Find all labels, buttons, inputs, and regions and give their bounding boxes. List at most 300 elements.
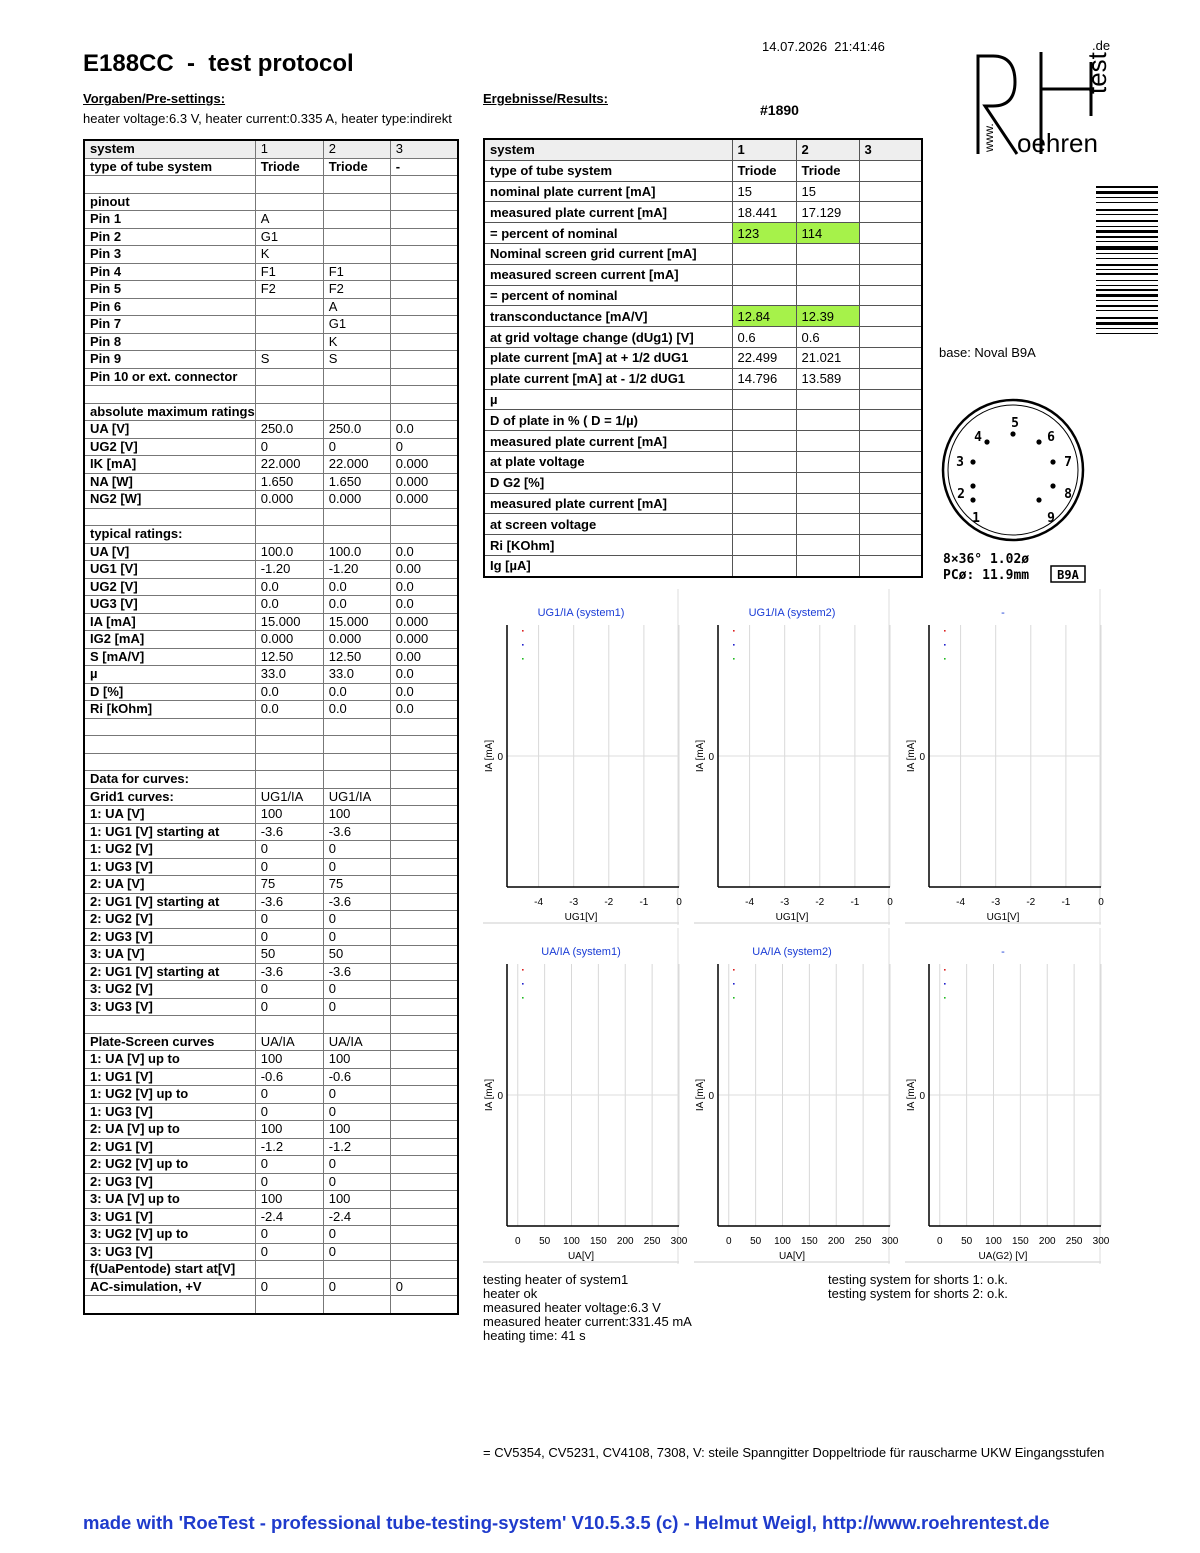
presettings-value-cell: 0	[323, 911, 390, 929]
socket-pin-hole	[984, 439, 989, 444]
results-row	[484, 493, 922, 514]
heater-test-report	[483, 1273, 692, 1343]
presettings-label-cell: 1: UG3 [V]	[84, 1103, 255, 1121]
barcode-bar	[1096, 197, 1158, 198]
presettings-row	[84, 543, 458, 561]
results-value-cell	[796, 389, 859, 410]
barcode-bar	[1096, 317, 1158, 319]
presettings-row	[84, 298, 458, 316]
chart-title: UG1/IA (system1)	[537, 607, 625, 619]
results-label-cell: Ri [KOhm]	[484, 535, 732, 556]
results-value-cell	[859, 285, 922, 306]
presettings-value-cell: 15.000	[323, 613, 390, 631]
presettings-value-cell: F1	[255, 263, 323, 281]
chart-tick-label: 200	[1038, 1236, 1056, 1247]
results-value-cell	[796, 243, 859, 264]
results-value-cell	[732, 555, 796, 576]
logo-test: test	[1082, 52, 1112, 94]
presettings-row	[84, 701, 458, 719]
presettings-row	[84, 1086, 458, 1104]
chart-tick-label: 0	[497, 752, 503, 763]
presettings-value-cell	[255, 718, 323, 736]
results-value-cell	[796, 431, 859, 452]
results-label-cell: Nominal screen grid current [mA]	[484, 243, 732, 264]
chart-legend-marker	[733, 997, 735, 999]
presettings-row	[84, 1016, 458, 1034]
presettings-row	[84, 1103, 458, 1121]
chart-y-label: IA [mA]	[484, 1078, 495, 1112]
barcode-bar	[1096, 230, 1158, 233]
results-label-cell: = percent of nominal	[484, 223, 732, 244]
results-value-cell: Triode	[796, 160, 859, 181]
presettings-value-cell	[390, 893, 458, 911]
socket-pin-hole	[1050, 459, 1055, 464]
presettings-label-cell: IG2 [mA]	[84, 631, 255, 649]
presettings-row	[84, 1278, 458, 1296]
socket-pin-number: 3	[956, 455, 964, 470]
presettings-value-cell	[390, 508, 458, 526]
chart-y-label: IA [mA]	[695, 1078, 706, 1112]
presettings-label-cell: 2: UG1 [V] starting at	[84, 893, 255, 911]
presettings-row	[84, 1208, 458, 1226]
chart-legend-marker	[522, 658, 524, 660]
results-value-cell	[859, 264, 922, 285]
chart-tick-label: -2	[815, 897, 825, 908]
chart-legend-marker	[733, 658, 735, 660]
chart-legend-marker	[944, 983, 946, 985]
presettings-row	[84, 140, 458, 158]
chart-tick-label: 50	[961, 1236, 973, 1247]
results-value-cell: 1	[732, 139, 796, 160]
report-line: heater ok	[483, 1286, 538, 1301]
chart-tick-label: 250	[643, 1236, 661, 1247]
presettings-label-cell: system	[84, 140, 255, 158]
presettings-row	[84, 1261, 458, 1279]
presettings-value-cell: 0	[323, 1086, 390, 1104]
results-label-cell: µ	[484, 389, 732, 410]
presettings-label-cell: 1: UG1 [V]	[84, 1068, 255, 1086]
socket-pin-number: 2	[957, 487, 965, 502]
presettings-value-cell: 0	[255, 911, 323, 929]
presettings-value-cell: 0	[255, 1173, 323, 1191]
results-table	[483, 138, 923, 578]
chart-tick-label: 0	[936, 1236, 943, 1247]
presettings-row	[84, 858, 458, 876]
presettings-value-cell: 0.0	[323, 596, 390, 614]
presettings-value-cell: K	[323, 333, 390, 351]
chart-tick-label: 200	[616, 1236, 634, 1247]
logo-de: .de	[1092, 38, 1111, 53]
results-row	[484, 514, 922, 535]
curve-chart	[483, 589, 682, 925]
curve-chart	[483, 928, 688, 1264]
results-row	[484, 264, 922, 285]
barcode-bar	[1096, 253, 1158, 254]
presettings-row	[84, 1156, 458, 1174]
presettings-value-cell: G1	[323, 316, 390, 334]
results-value-cell: 22.499	[732, 347, 796, 368]
presettings-value-cell	[323, 211, 390, 229]
results-value-cell: 3	[859, 139, 922, 160]
socket-spec: PCø: 11.9mm	[943, 568, 1030, 583]
presettings-value-cell: 0	[323, 1226, 390, 1244]
results-value-cell	[859, 555, 922, 576]
presettings-value-cell	[255, 298, 323, 316]
results-value-cell	[732, 389, 796, 410]
barcode-bar	[1096, 258, 1158, 259]
presettings-value-cell: 0.0	[255, 596, 323, 614]
presettings-row	[84, 351, 458, 369]
chart-tick-label: 200	[827, 1236, 845, 1247]
results-value-cell	[859, 431, 922, 452]
chart-title: -	[1001, 946, 1005, 958]
barcode-bar	[1096, 264, 1158, 266]
presettings-value-cell	[390, 403, 458, 421]
chart-tick-label: 0	[1098, 897, 1104, 908]
presettings-value-cell: 0.000	[390, 613, 458, 631]
presettings-value-cell: 0	[323, 1156, 390, 1174]
chart-x-label: UG1[V]	[564, 912, 598, 923]
presettings-value-cell: UG1/IA	[255, 788, 323, 806]
results-label-cell: D G2 [%]	[484, 472, 732, 493]
results-label-cell: at screen voltage	[484, 514, 732, 535]
presettings-value-cell	[390, 1033, 458, 1051]
presettings-row	[84, 316, 458, 334]
presettings-row	[84, 648, 458, 666]
results-row	[484, 347, 922, 368]
presettings-row	[84, 561, 458, 579]
presettings-label-cell: UG2 [V]	[84, 438, 255, 456]
socket-pin-number: 8	[1064, 487, 1072, 502]
presettings-label-cell: Pin 2	[84, 228, 255, 246]
chart-tick-label: -1	[1061, 897, 1071, 908]
presettings-row	[84, 981, 458, 999]
presettings-value-cell	[255, 316, 323, 334]
logo-roehren: oehren	[1017, 128, 1098, 158]
results-label-cell: D of plate in % ( D = 1/µ)	[484, 410, 732, 431]
presettings-value-cell	[390, 771, 458, 789]
presettings-value-cell: -3.6	[255, 893, 323, 911]
presettings-value-cell: 100	[255, 1051, 323, 1069]
presettings-row	[84, 193, 458, 211]
socket-pin-hole	[1036, 439, 1041, 444]
presettings-value-cell	[390, 176, 458, 194]
presettings-label-cell	[84, 736, 255, 754]
chart-tick-label: -1	[850, 897, 860, 908]
chart-tick-label: -1	[639, 897, 649, 908]
chart-tick-label: 300	[881, 1236, 899, 1247]
barcode-bar	[1096, 246, 1158, 250]
presettings-value-cell: 0	[255, 1156, 323, 1174]
socket-pin-number: 4	[974, 430, 982, 445]
presettings-value-cell: -3.6	[323, 893, 390, 911]
presettings-value-cell	[390, 876, 458, 894]
presettings-value-cell: UA/IA	[255, 1033, 323, 1051]
presettings-row	[84, 1068, 458, 1086]
presettings-value-cell	[390, 1121, 458, 1139]
barcode-bar	[1096, 285, 1158, 286]
report-line: testing heater of system1	[483, 1272, 629, 1287]
presettings-value-cell: 0.0	[255, 578, 323, 596]
presettings-value-cell	[323, 753, 390, 771]
results-row	[484, 472, 922, 493]
presettings-value-cell	[390, 316, 458, 334]
presettings-value-cell	[390, 998, 458, 1016]
presettings-row	[84, 876, 458, 894]
presettings-value-cell	[323, 193, 390, 211]
presettings-label-cell: 1: UG1 [V] starting at	[84, 823, 255, 841]
report-line: measured heater voltage:6.3 V	[483, 1300, 661, 1315]
presettings-row	[84, 578, 458, 596]
presettings-label-cell: 3: UA [V] up to	[84, 1191, 255, 1209]
presettings-row	[84, 998, 458, 1016]
presettings-value-cell: 15.000	[255, 613, 323, 631]
presettings-label-cell: D [%]	[84, 683, 255, 701]
results-label-cell: measured plate current [mA]	[484, 202, 732, 223]
presettings-value-cell: 2	[323, 140, 390, 158]
results-value-cell	[859, 347, 922, 368]
chart-tick-label: 300	[1092, 1236, 1110, 1247]
results-label-cell: measured plate current [mA]	[484, 493, 732, 514]
results-value-cell	[859, 160, 922, 181]
presettings-value-cell	[390, 788, 458, 806]
presettings-value-cell: 0.000	[390, 473, 458, 491]
results-value-cell	[859, 389, 922, 410]
presettings-value-cell	[390, 736, 458, 754]
presettings-value-cell: -3.6	[255, 963, 323, 981]
barcode-bar	[1096, 280, 1158, 281]
presettings-row	[84, 333, 458, 351]
chart-tick-label: 100	[563, 1236, 580, 1247]
presettings-label-cell: Data for curves:	[84, 771, 255, 789]
presettings-value-cell	[255, 386, 323, 404]
results-value-cell	[732, 514, 796, 535]
socket-pin-hole	[1010, 431, 1015, 436]
presettings-value-cell	[255, 1016, 323, 1034]
presettings-value-cell	[390, 1156, 458, 1174]
presettings-label-cell: IK [mA]	[84, 456, 255, 474]
chart-x-label: UA(G2) [V]	[978, 1251, 1028, 1262]
presettings-row	[84, 753, 458, 771]
presettings-value-cell: -1.2	[255, 1138, 323, 1156]
chart-y-label: IA [mA]	[695, 739, 706, 773]
results-value-cell	[859, 514, 922, 535]
chart-tick-label: -3	[780, 897, 790, 908]
chart-tick-label: 0	[919, 752, 925, 763]
chart-legend-marker	[522, 969, 524, 971]
presettings-value-cell: -3.6	[255, 823, 323, 841]
page-title: E188CC - test protocol	[83, 50, 354, 77]
presettings-value-cell	[390, 858, 458, 876]
presettings-label-cell: IA [mA]	[84, 613, 255, 631]
chart-tick-label: 50	[539, 1236, 551, 1247]
results-value-cell	[732, 264, 796, 285]
presettings-label-cell: UG3 [V]	[84, 596, 255, 614]
results-row	[484, 306, 922, 327]
results-value-cell: Triode	[732, 160, 796, 181]
results-row	[484, 389, 922, 410]
presettings-value-cell	[390, 753, 458, 771]
presettings-value-cell: 50	[323, 946, 390, 964]
presettings-value-cell: 22.000	[323, 456, 390, 474]
presettings-row	[84, 403, 458, 421]
presettings-value-cell: 100	[323, 806, 390, 824]
presettings-label-cell: Pin 6	[84, 298, 255, 316]
results-label-cell: plate current [mA] at + 1/2 dUG1	[484, 347, 732, 368]
results-row	[484, 223, 922, 244]
presettings-value-cell: 0.000	[255, 631, 323, 649]
presettings-value-cell: 0	[323, 1103, 390, 1121]
presettings-label-cell	[84, 508, 255, 526]
presettings-label-cell: 1: UA [V] up to	[84, 1051, 255, 1069]
presettings-value-cell: 100	[255, 1191, 323, 1209]
curve-chart	[905, 928, 1110, 1264]
presettings-value-cell: S	[255, 351, 323, 369]
presettings-label-cell: UG1 [V]	[84, 561, 255, 579]
results-row	[484, 202, 922, 223]
chart-y-label: IA [mA]	[906, 739, 917, 773]
presettings-row	[84, 806, 458, 824]
presettings-value-cell: 1	[255, 140, 323, 158]
presettings-row	[84, 421, 458, 439]
results-label-cell: system	[484, 139, 732, 160]
presettings-label-cell: f(UaPentode) start at[V]	[84, 1261, 255, 1279]
chart-legend-marker	[944, 630, 946, 632]
results-label-cell: at plate voltage	[484, 451, 732, 472]
results-value-cell	[732, 493, 796, 514]
barcode-bar	[1096, 300, 1158, 301]
chart-y-label: IA [mA]	[906, 1078, 917, 1112]
presettings-value-cell: 0.0	[323, 683, 390, 701]
barcode-bar	[1096, 191, 1158, 194]
presettings-value-cell: 0	[323, 998, 390, 1016]
chart-tick-label: -3	[991, 897, 1001, 908]
results-value-cell: 12.84	[732, 306, 796, 327]
presettings-value-cell	[323, 176, 390, 194]
presettings-row	[84, 613, 458, 631]
chart-x-label: UG1[V]	[986, 912, 1020, 923]
chart-legend-marker	[944, 997, 946, 999]
equivalent-types: = CV5354, CV5231, CV4108, 7308, V: steile Spanngitter Doppeltriode für rauscharme UKW Eingangsstufen	[483, 1445, 1105, 1460]
presettings-row	[84, 736, 458, 754]
report-line: heating time: 41 s	[483, 1328, 586, 1343]
presettings-value-cell: 0.00	[390, 561, 458, 579]
presettings-value-cell: -3.6	[323, 823, 390, 841]
presettings-value-cell: A	[255, 211, 323, 229]
presettings-row	[84, 893, 458, 911]
chart-tick-label: 250	[854, 1236, 872, 1247]
results-value-cell: 21.021	[796, 347, 859, 368]
presettings-value-cell: 0.0	[255, 683, 323, 701]
socket-pin-number: 6	[1047, 430, 1055, 445]
presettings-value-cell	[323, 368, 390, 386]
presettings-value-cell: 0	[323, 1173, 390, 1191]
results-value-cell	[732, 243, 796, 264]
presettings-label-cell: Pin 10 or ext. connector	[84, 368, 255, 386]
presettings-value-cell	[323, 1261, 390, 1279]
results-row	[484, 285, 922, 306]
presettings-row	[84, 281, 458, 299]
presettings-value-cell: -2.4	[255, 1208, 323, 1226]
presettings-value-cell	[390, 193, 458, 211]
results-value-cell	[796, 535, 859, 556]
presettings-value-cell	[390, 1086, 458, 1104]
results-value-cell: 15	[732, 181, 796, 202]
results-row	[484, 555, 922, 576]
chart-tick-label: 0	[887, 897, 893, 908]
presettings-row	[84, 1173, 458, 1191]
results-label-cell: = percent of nominal	[484, 285, 732, 306]
presettings-value-cell: 0	[390, 1278, 458, 1296]
presettings-value-cell: 0	[255, 1226, 323, 1244]
results-row	[484, 327, 922, 348]
presettings-value-cell	[390, 1016, 458, 1034]
presettings-value-cell	[390, 263, 458, 281]
presettings-value-cell	[323, 228, 390, 246]
presettings-label-cell	[84, 718, 255, 736]
barcode-bar	[1096, 241, 1158, 242]
presettings-label-cell: Pin 7	[84, 316, 255, 334]
presettings-value-cell	[390, 298, 458, 316]
presettings-value-cell: 0	[255, 998, 323, 1016]
presettings-value-cell	[390, 1243, 458, 1261]
results-row	[484, 243, 922, 264]
presettings-table	[83, 139, 459, 1315]
presettings-label-cell: absolute maximum ratings	[84, 403, 255, 421]
presettings-value-cell	[390, 368, 458, 386]
presettings-value-cell	[323, 718, 390, 736]
results-label-cell: Ig [µA]	[484, 555, 732, 576]
presettings-value-cell: -1.2	[323, 1138, 390, 1156]
results-value-cell	[732, 451, 796, 472]
serial-number: #1890	[760, 102, 799, 118]
barcode-bar	[1096, 305, 1158, 307]
results-value-cell: 114	[796, 223, 859, 244]
presettings-value-cell	[390, 963, 458, 981]
presettings-row	[84, 508, 458, 526]
results-value-cell	[732, 535, 796, 556]
presettings-value-cell: 0	[255, 858, 323, 876]
report-line: testing system for shorts 1: o.k.	[828, 1272, 1008, 1287]
presettings-label-cell: Pin 1	[84, 211, 255, 229]
socket-pin-hole	[970, 497, 975, 502]
chart-legend-marker	[522, 630, 524, 632]
presettings-value-cell: 0	[255, 1103, 323, 1121]
presettings-label-cell: 3: UG2 [V]	[84, 981, 255, 999]
chart-tick-label: 0	[725, 1236, 732, 1247]
results-heading: Ergebnisse/Results:	[483, 91, 608, 106]
chart-title: UA/IA (system1)	[541, 946, 621, 958]
results-value-cell	[796, 410, 859, 431]
presettings-row	[84, 631, 458, 649]
chart-tick-label: 0	[497, 1091, 503, 1102]
presettings-value-cell	[390, 333, 458, 351]
presettings-row	[84, 176, 458, 194]
presettings-label-cell: 2: UG1 [V]	[84, 1138, 255, 1156]
socket-pin-number: 9	[1047, 511, 1055, 526]
results-label-cell: at grid voltage change (dUg1) [V]	[484, 327, 732, 348]
barcode-bar	[1096, 202, 1158, 203]
presettings-label-cell: Pin 8	[84, 333, 255, 351]
barcode-bar	[1096, 294, 1158, 297]
presettings-label-cell: 2: UA [V] up to	[84, 1121, 255, 1139]
presettings-value-cell: 75	[255, 876, 323, 894]
results-value-cell	[859, 493, 922, 514]
presettings-value-cell: -	[390, 158, 458, 176]
presettings-row	[84, 1226, 458, 1244]
presettings-value-cell: 100	[255, 1121, 323, 1139]
chart-tick-label: 0	[676, 897, 682, 908]
